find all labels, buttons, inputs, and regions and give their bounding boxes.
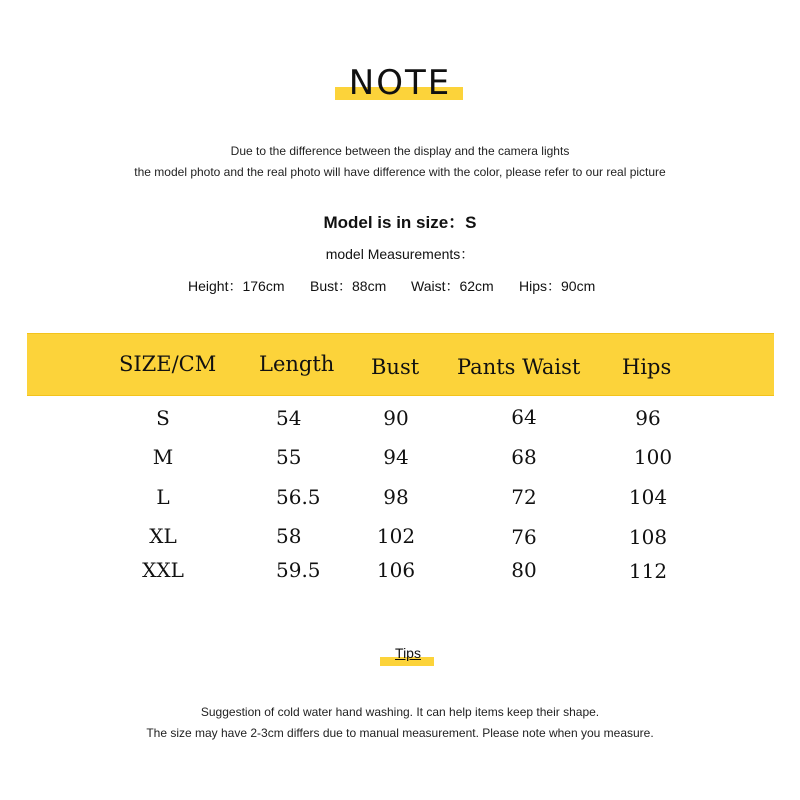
table-cell-pants-waist: 68 — [511, 445, 537, 469]
column-header-pants-waist: Pants Waist — [457, 355, 581, 379]
table-cell-pants-waist: 76 — [511, 525, 537, 549]
table-cell-length: 58 — [276, 524, 302, 548]
model-size: Model is in size：S — [323, 213, 477, 232]
tip-line-1: Suggestion of cold water hand washing. It can help items keep their shape. — [200, 705, 600, 719]
table-cell-length: 56.5 — [276, 485, 321, 509]
table-cell-bust: 106 — [376, 558, 416, 582]
table-cell-hips: 100 — [633, 445, 673, 469]
table-cell-hips: 108 — [628, 525, 668, 549]
disclaimer-line-2: the model photo and the real photo will have difference with the color, please refer to our real picture — [134, 165, 666, 179]
tips-title: Tips — [395, 645, 421, 661]
table-cell-hips: 104 — [628, 485, 668, 509]
note-title: NOTE — [348, 63, 452, 103]
table-cell-length: 55 — [276, 445, 302, 469]
table-cell-pants-waist: 64 — [511, 405, 537, 429]
column-header-bust: Bust — [371, 355, 420, 379]
note-heading — [0, 58, 800, 108]
tip-line-2: The size may have 2-3cm differs due to manual measurement. Please note when you measure. — [146, 726, 654, 740]
table-cell-pants-waist: 72 — [511, 485, 537, 509]
table-cell-pants-waist: 80 — [511, 558, 537, 582]
model-bust: Bust：88cm — [310, 278, 387, 294]
table-cell-length: 54 — [276, 406, 302, 430]
table-cell-hips: 112 — [628, 559, 668, 583]
table-cell-size: XL — [149, 524, 177, 548]
table-cell-hips: 96 — [635, 406, 661, 430]
table-cell-size: M — [152, 445, 174, 469]
column-header-size: SIZE/CM — [119, 352, 217, 376]
table-cell-size: L — [156, 485, 170, 509]
table-cell-bust: 94 — [383, 445, 409, 469]
column-header-length: Length — [259, 352, 335, 376]
table-cell-size: XXL — [142, 558, 184, 582]
table-cell-length: 59.5 — [276, 558, 321, 582]
model-measurements-label: model Measurements： — [325, 246, 475, 262]
model-waist: Waist：62cm — [411, 278, 494, 294]
table-cell-bust: 90 — [383, 406, 409, 430]
table-cell-bust: 98 — [383, 485, 409, 509]
column-header-hips: Hips — [622, 355, 672, 379]
disclaimer-line-1: Due to the difference between the display and the camera lights — [230, 144, 570, 158]
table-cell-bust: 102 — [376, 524, 416, 548]
model-hips: Hips：90cm — [519, 278, 596, 294]
model-height: Height：176cm — [188, 278, 285, 294]
table-cell-size: S — [156, 406, 170, 430]
